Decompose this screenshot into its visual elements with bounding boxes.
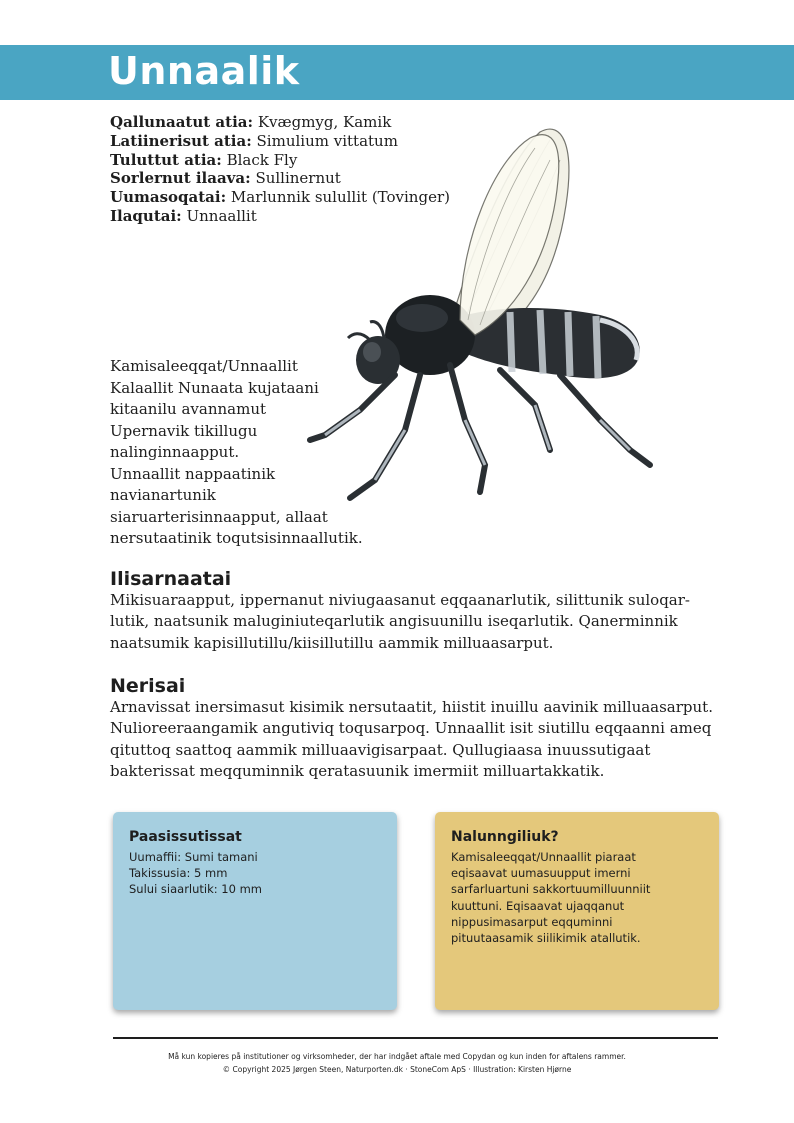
info-line-habitat: Uumaffii: Sumi tamani [129,850,258,864]
fact-value: Simulium vittatum [256,131,398,150]
did-you-know-line: sarfarluartuni sakkortuumilluunniit [451,882,651,897]
fact-label: Tuluttut atia: [110,150,222,169]
body-line: Arnavissat inersimasut kisimik nersutaatit, hiistit inuillu aavinik milluaasarput. [110,698,713,716]
fact-value: Unnaallit [181,206,257,225]
section-heading-appearance: Ilisarnaatai [110,568,232,590]
did-you-know-line: eqisaavat uumasuupput imerni [451,866,631,881]
intro-line: Kamisaleeqqat/Unnaallit [110,357,298,375]
intro-line: kitaanilu avannamut [110,400,267,418]
body-line: Nulioreeraangamik angutiviq toqusarpoq. Unnaallit isit siutillu eqqaanni ameq [110,719,712,738]
info-box-lines [129,849,262,898]
body-line: bakterissat meqquminnik qeratasuunik imermiit milluartakkatik. [110,761,605,780]
fact-label: Latiinerisut atia: [110,131,252,150]
body-line: Mikisuaraapput, ippernanut niviugaasanut eqqaanarlutik, silittunik suloqar- [110,591,690,609]
did-you-know-lines [451,849,650,946]
footer-license-text: Må kun kopieres på institutioner og virksomheder, der har indgået aftale med Copydan og kun inden for aftalens rammer. [168,1052,626,1061]
page-title: Unnaalik [108,49,300,93]
footer-divider [113,1037,718,1039]
section-heading-food: Nerisai [110,675,186,697]
section-body-appearance [110,590,710,654]
intro-line: siaruarterisinnaapput, allaat [110,507,328,526]
did-you-know-line: Kamisaleeqqat/Unnaallit piaraat [451,850,636,864]
intro-line: navianartunik [110,486,216,504]
did-you-know-title: Nalunngiliuk? [451,829,559,845]
info-box-title: Paasissutissat [129,829,242,845]
fact-value: Marlunnik sulullit (Tovinger) [230,188,450,207]
fact-label: Ilaqutai: [110,206,182,225]
did-you-know-line: pituutaasamik siilikimik atallutik. [451,931,641,946]
fact-label: Qallunaatut atia: [110,113,254,131]
intro-paragraph [110,356,380,550]
did-you-know-box [435,812,719,1010]
section-body-food [110,697,713,782]
did-you-know-line: kuuttuni. Eqisaavat ujaqqanut [451,898,625,913]
footer-copyright-text: © Copyright 2025 Jørgen Steen, Naturporten.dk · StoneCom ApS · Illustration: Kirsten Hjørne [222,1065,572,1074]
info-box [113,812,397,1010]
fact-label: Uumasoqatai: [110,188,227,207]
body-line: qituttoq saattoq aammik milluaavigisarpaat. Qullugiaasa inuussutigaat [110,740,651,759]
intro-line: Kalaallit Nunaata kujataani [110,378,319,397]
body-line: lutik, naatsunik maluginiuteqarlutik angisuunillu iseqarlutik. Qanerminnik [110,612,678,631]
did-you-know-line: nippusimasarput eqquminni [451,914,613,929]
intro-line: Unnaallit nappaatinik [110,464,276,483]
info-line-wingspan: Sului siaarlutik: 10 mm [129,882,263,897]
intro-line: nersutaatinik toqutsisinnaallutik. [110,529,363,547]
fact-value: Black Fly [226,150,298,169]
intro-line: Upernavik tikillugu [110,421,258,440]
fact-value: Sullinernut [255,169,341,188]
fact-value: Kvægmyg, Kamik [257,113,392,131]
footer [0,1050,794,1076]
title-banner [0,45,794,100]
body-line: naatsumik kapisillutillu/kiisillutillu aammik milluaasarput. [110,633,554,652]
fact-label: Sorlernut ilaava: [110,169,251,188]
intro-line: nalinginnaapput. [110,443,240,461]
info-line-length: Takissusia: 5 mm [129,866,228,881]
